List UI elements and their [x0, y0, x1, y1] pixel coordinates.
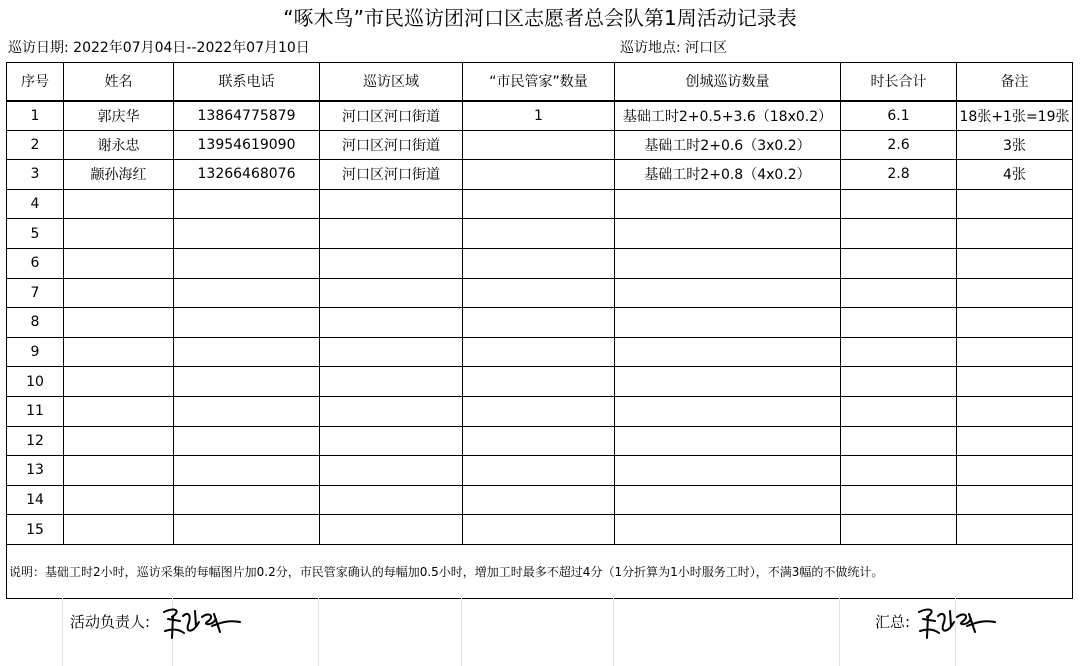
- responsible-label: 活动负责人:: [70, 613, 151, 631]
- cell-phone: [174, 515, 320, 545]
- cell-hours: [841, 278, 957, 308]
- cell-steward: [463, 337, 615, 367]
- location-info: [620, 38, 727, 58]
- signature-summary-icon: [915, 602, 999, 642]
- location-label: 巡访地点:: [620, 40, 681, 56]
- table-row: [7, 396, 1073, 426]
- cell-visits: [615, 515, 841, 545]
- cell-area: [320, 515, 463, 545]
- header-visits: 创城巡访数量: [615, 63, 841, 101]
- cell-remark: [957, 337, 1073, 367]
- cell-steward: [463, 396, 615, 426]
- cell-name: [64, 189, 174, 219]
- cell-no: 14: [7, 485, 64, 515]
- cell-phone: [174, 456, 320, 486]
- cell-area: [320, 485, 463, 515]
- cell-visits: [615, 456, 841, 486]
- cell-area: [320, 456, 463, 486]
- cell-no: 6: [7, 248, 64, 278]
- cell-steward: [463, 160, 615, 190]
- table-row: [7, 337, 1073, 367]
- cell-area: [320, 396, 463, 426]
- faint-gridline: [839, 598, 840, 666]
- cell-hours: [841, 337, 957, 367]
- cell-visits: [615, 367, 841, 397]
- cell-remark: 4张: [957, 160, 1073, 190]
- cell-no: 13: [7, 456, 64, 486]
- cell-phone: [174, 248, 320, 278]
- cell-name: [64, 456, 174, 486]
- cell-remark: [957, 485, 1073, 515]
- cell-area: [320, 308, 463, 338]
- header-no: 序号: [7, 63, 64, 101]
- cell-area: [320, 219, 463, 249]
- cell-no: 3: [7, 160, 64, 190]
- cell-no: 12: [7, 426, 64, 456]
- cell-no: 8: [7, 308, 64, 338]
- cell-hours: [841, 515, 957, 545]
- cell-hours: [841, 248, 957, 278]
- date-info: [8, 38, 310, 58]
- cell-name: 颛孙海红: [64, 160, 174, 190]
- cell-phone: 13266468076: [174, 160, 320, 190]
- header-area: 巡访区域: [320, 63, 463, 101]
- cell-no: 11: [7, 396, 64, 426]
- table-row: [7, 308, 1073, 338]
- cell-steward: [463, 219, 615, 249]
- cell-phone: [174, 337, 320, 367]
- cell-phone: [174, 485, 320, 515]
- faint-gridline: [461, 598, 462, 666]
- table-row: [7, 101, 1073, 131]
- cell-steward: [463, 515, 615, 545]
- location-value: 河口区: [685, 40, 728, 56]
- cell-remark: [957, 278, 1073, 308]
- cell-hours: [841, 485, 957, 515]
- cell-visits: [615, 396, 841, 426]
- cell-visits: [615, 248, 841, 278]
- cell-no: 5: [7, 219, 64, 249]
- cell-steward: [463, 130, 615, 160]
- table-row: [7, 219, 1073, 249]
- cell-steward: [463, 485, 615, 515]
- cell-area: [320, 367, 463, 397]
- date-label: 巡访日期:: [8, 40, 69, 56]
- cell-visits: [615, 485, 841, 515]
- cell-area: [320, 337, 463, 367]
- cell-phone: [174, 219, 320, 249]
- cell-area: [320, 248, 463, 278]
- cell-phone: [174, 278, 320, 308]
- cell-hours: 6.1: [841, 101, 957, 131]
- cell-hours: [841, 426, 957, 456]
- table-row: [7, 456, 1073, 486]
- cell-name: [64, 426, 174, 456]
- table-row: [7, 426, 1073, 456]
- header-row: [7, 63, 1073, 101]
- table-row: [7, 367, 1073, 397]
- header-remark: 备注: [957, 63, 1073, 101]
- table-row: [7, 248, 1073, 278]
- cell-name: [64, 308, 174, 338]
- cell-area: 河口区河口街道: [320, 130, 463, 160]
- cell-remark: [957, 189, 1073, 219]
- cell-area: 河口区河口街道: [320, 101, 463, 131]
- cell-no: 15: [7, 515, 64, 545]
- cell-hours: [841, 219, 957, 249]
- cell-remark: [957, 515, 1073, 545]
- cell-steward: [463, 248, 615, 278]
- cell-visits: 基础工时2+0.8（4x0.2）: [615, 160, 841, 190]
- cell-name: [64, 278, 174, 308]
- cell-steward: [463, 189, 615, 219]
- cell-name: [64, 396, 174, 426]
- cell-name: [64, 219, 174, 249]
- table-row: [7, 130, 1073, 160]
- cell-visits: [615, 219, 841, 249]
- cell-remark: [957, 219, 1073, 249]
- cell-name: [64, 337, 174, 367]
- header-phone: 联系电话: [174, 63, 320, 101]
- cell-name: [64, 485, 174, 515]
- cell-steward: [463, 456, 615, 486]
- table-row: [7, 515, 1073, 545]
- cell-steward: [463, 278, 615, 308]
- cell-hours: [841, 367, 957, 397]
- cell-phone: 13864775879: [174, 101, 320, 131]
- cell-name: 谢永忠: [64, 130, 174, 160]
- summary-label: 汇总:: [875, 613, 911, 631]
- cell-visits: [615, 189, 841, 219]
- signature-responsible-icon: [160, 602, 244, 642]
- cell-phone: [174, 367, 320, 397]
- page-title: “啄木鸟”市民巡访团河口区志愿者总会队第1周活动记录表: [283, 6, 797, 30]
- cell-phone: [174, 308, 320, 338]
- cell-hours: 2.8: [841, 160, 957, 190]
- cell-hours: [841, 396, 957, 426]
- cell-hours: [841, 189, 957, 219]
- table-row: [7, 278, 1073, 308]
- cell-no: 9: [7, 337, 64, 367]
- cell-hours: [841, 308, 957, 338]
- cell-no: 2: [7, 130, 64, 160]
- cell-visits: [615, 337, 841, 367]
- cell-visits: [615, 308, 841, 338]
- cell-no: 10: [7, 367, 64, 397]
- cell-name: [64, 248, 174, 278]
- cell-remark: [957, 456, 1073, 486]
- cell-no: 7: [7, 278, 64, 308]
- cell-steward: 1: [463, 101, 615, 131]
- cell-remark: [957, 248, 1073, 278]
- header-hours: 时长合计: [841, 63, 957, 101]
- cell-name: 郭庆华: [64, 101, 174, 131]
- cell-area: [320, 278, 463, 308]
- cell-area: [320, 426, 463, 456]
- cell-remark: [957, 396, 1073, 426]
- cell-remark: 3张: [957, 130, 1073, 160]
- cell-remark: 18张+1张=19张: [957, 101, 1073, 131]
- note-row: [7, 544, 1073, 598]
- cell-steward: [463, 426, 615, 456]
- header-name: 姓名: [64, 63, 174, 101]
- record-table: [6, 62, 1073, 599]
- date-value: 2022年07月04日--2022年07月10日: [73, 40, 310, 56]
- cell-name: [64, 367, 174, 397]
- cell-phone: [174, 189, 320, 219]
- cell-visits: 基础工时2+0.5+3.6（18x0.2）: [615, 101, 841, 131]
- cell-no: 1: [7, 101, 64, 131]
- cell-hours: [841, 456, 957, 486]
- table-row: [7, 485, 1073, 515]
- cell-steward: [463, 367, 615, 397]
- cell-visits: [615, 426, 841, 456]
- faint-gridline: [318, 598, 319, 666]
- cell-area: 河口区河口街道: [320, 160, 463, 190]
- cell-phone: [174, 426, 320, 456]
- header-steward: “市民管家”数量: [463, 63, 615, 101]
- cell-phone: [174, 396, 320, 426]
- table-row: [7, 160, 1073, 190]
- cell-remark: [957, 308, 1073, 338]
- table-row: [7, 189, 1073, 219]
- note-text: 说明：基础工时2小时，巡访采集的每幅图片加0.2分，市民管家确认的每幅加0.5小时，增加工时最多不超过4分（1分折算为1小时服务工时），不满3幅的不做统计。: [7, 544, 1073, 598]
- cell-steward: [463, 308, 615, 338]
- cell-hours: 2.6: [841, 130, 957, 160]
- cell-no: 4: [7, 189, 64, 219]
- cell-phone: 13954619090: [174, 130, 320, 160]
- cell-area: [320, 189, 463, 219]
- cell-visits: [615, 278, 841, 308]
- cell-name: [64, 515, 174, 545]
- signature-area: [0, 598, 1080, 666]
- cell-remark: [957, 426, 1073, 456]
- cell-remark: [957, 367, 1073, 397]
- faint-gridline: [62, 598, 63, 666]
- cell-visits: 基础工时2+0.6（3x0.2）: [615, 130, 841, 160]
- faint-gridline: [613, 598, 614, 666]
